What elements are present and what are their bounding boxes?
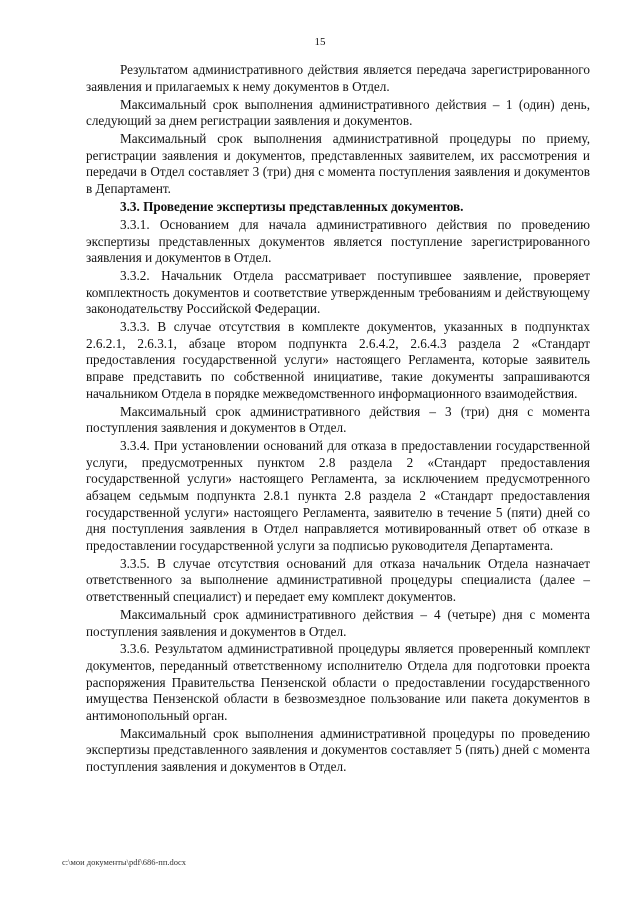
paragraph: 3.3.6. Результатом административной процедуры является проверенный комплект документов, переданный ответственному исполнителю Отдела для подготовки проекта распоряжения Правительства Пензенской области о предоставлении государственного имущества Пензенской области в безвозмездное пользование или пакета документов в антимонопольный орган.	[86, 641, 590, 723]
paragraph: Максимальный срок выполнения административной процедуры по проведению экспертизы представленного заявления и документов составляет 5 (пять) дней с момента поступления заявления и документов в Отдел.	[86, 725, 590, 775]
paragraph: 3.3.4. При установлении оснований для отказа в предоставлении государственной услуги, предусмотренных пунктом 2.8 раздела 2 «Стандарт предоставления государственной услуги» настоящего Регламента, за исключением предусмотренного абзацем седьмым подпункта 2.8.1 пункта 2.8 раздела 2 «Стандарт предоставления государственной услуги» настоящего Регламента, заявителю в течение 5 (пяти) дней со дня поступления заявления в Отдел направляется мотивированный ответ об отказе в предоставлении государственной услуги за подписью руководителя Департамента.	[86, 438, 590, 553]
paragraph: Максимальный срок административного действия – 4 (четыре) дня с момента поступления заявления и документов в Отдел.	[86, 606, 590, 639]
paragraph: 3.3.3. В случае отсутствия в комплекте документов, указанных в подпунктах 2.6.2.1, 2.6.3.1, абзаце втором подпункта 2.6.4.2, 2.6.4.3 раздела 2 «Стандарт предоставления государственной услуги» настоящего Регламента, которые заявитель вправе представить по собственной инициативе, такие документы запрашиваются начальником Отдела в порядке межведомственного информационного взаимодействия.	[86, 319, 590, 401]
page-number: 15	[314, 36, 326, 48]
paragraph: Максимальный срок выполнения административной процедуры по приему, регистрации заявления и документов, представленных заявителем, их рассмотрения и передачи в Отдел составляет 3 (три) дня с момента поступления заявления и документов в Департамент.	[86, 131, 590, 196]
paragraph: Максимальный срок административного действия – 3 (три) дня с момента поступления заявления и документов в Отдел.	[86, 403, 590, 436]
section-heading: 3.3. Проведение экспертизы представленных документов.	[120, 198, 464, 214]
paragraph: Результатом административного действия является передача зарегистрированного заявления и прилагаемых к нему документов в Отдел.	[86, 62, 590, 94]
document-body	[86, 62, 590, 777]
footer-file-path: c:\мои документы\pdf\686-пп.docx	[62, 857, 187, 867]
paragraph: 3.3.1. Основанием для начала административного действия по проведению экспертизы представленных документов является поступление зарегистрированного заявления и документов в Отдел.	[86, 216, 590, 266]
paragraph: Максимальный срок выполнения административного действия – 1 (один) день, следующий за днем регистрации заявления и документов.	[86, 96, 590, 129]
paragraph: 3.3.5. В случае отсутствия оснований для отказа начальник Отдела назначает ответственного за выполнение административной процедуры специалиста (далее – ответственный специалист) и передает ему комплект документов.	[86, 555, 590, 604]
paragraph: 3.3.2. Начальник Отдела рассматривает поступившее заявление, проверяет комплектность документов и соответствие утвержденным требованиям и действующему законодательству Российской Федерации.	[86, 268, 590, 317]
